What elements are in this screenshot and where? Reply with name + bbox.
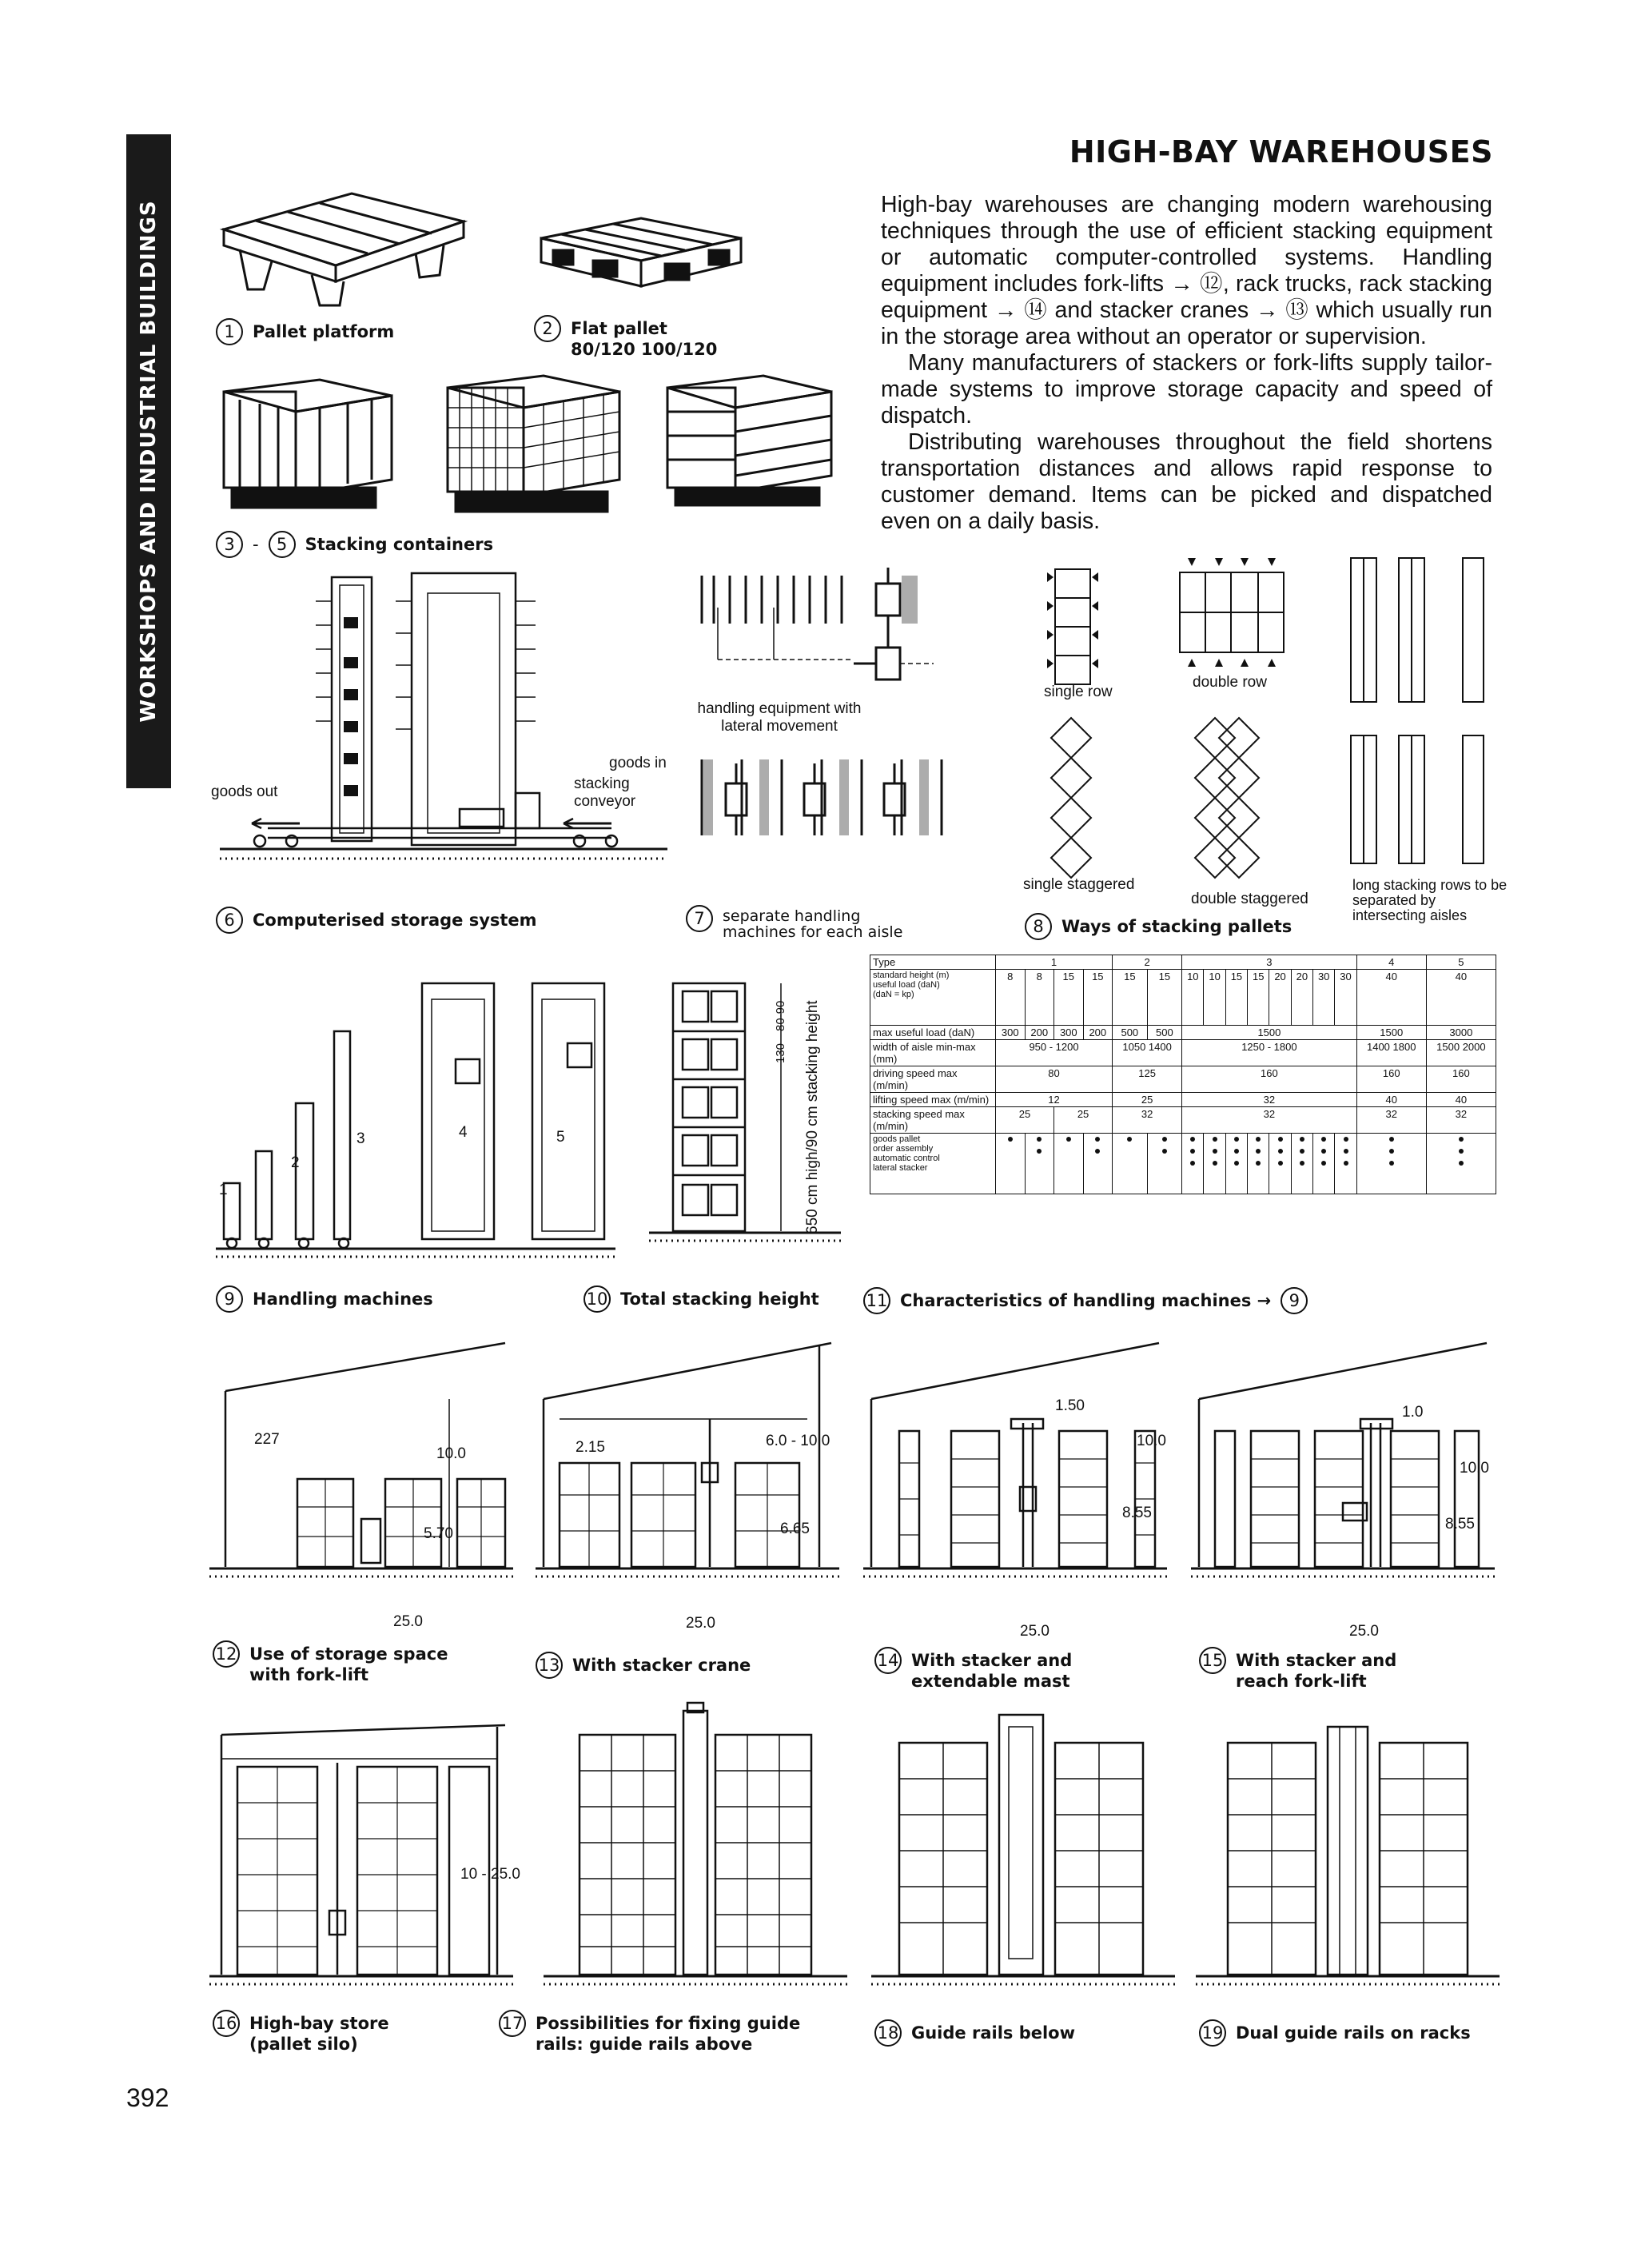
section-tab-label: WORKSHOPS AND INDUSTRIAL BUILDINGS (137, 200, 161, 723)
section-fork-lift-drawing (209, 1327, 513, 1599)
caption-15: 15 With stacker and reach fork-lift (1199, 1650, 1428, 1692)
section-extendable-mast-drawing (863, 1327, 1167, 1599)
fig12-dim-227: 227 (254, 1431, 280, 1448)
guide-rails-below-drawing (871, 1711, 1175, 2007)
label-stacking-conveyor: stacking conveyor (574, 775, 636, 810)
stacking-containers-drawing (216, 376, 839, 520)
label-long-rows: long stacking rows to be separated by intersecting aisles (1352, 877, 1508, 923)
machine-label-1: 1 (219, 1182, 228, 1198)
caption-1: 1 Pallet platform (216, 321, 394, 345)
caption-18: 18 Guide rails below (874, 2023, 1075, 2047)
caption-17: 17 Possibilities for fixing guide rails: guide rails above (499, 2013, 847, 2055)
stacking-patterns-drawing (1031, 558, 1503, 902)
caption-9: 9 Handling machines (216, 1289, 433, 1313)
characteristics-table: Type 1 2 3 4 5 standard height (m) useful load (daN) (daN = kp) 8 8 15 15 15 15 10 10 15 15 20 20 30 30 40 40 max useful load (daN) 300 200 300 200 500 500 1500 1500 3000 width of aisle min-max (mm) 950 - 1200 1050 1400 1250 - 1800 1400 1800 1500 2000 driving speed max (m/min) 80 125 160 160 160 lifting speed max (m/min) 12 25 32 40 40 stacking speed max (m/min) 25 25 32 32 32 32 goods pallet order assembly automatic control lateral stacker (870, 955, 1496, 1194)
computerised-storage-drawing (220, 569, 667, 873)
fig14-dim-10: 10.0 (1137, 1433, 1166, 1449)
caption-13: 13 With stacker crane (536, 1655, 751, 1679)
fig15-dim-25: 25.0 (1349, 1623, 1379, 1640)
fig15-dim-855: 8.55 (1445, 1516, 1475, 1533)
caption-6: 6 Computerised storage system (216, 910, 537, 934)
section-reach-fork-lift-drawing (1191, 1327, 1495, 1599)
caption-19: 19 Dual guide rails on racks (1199, 2023, 1471, 2047)
paragraph-1: High-bay warehouses are changing modern warehousing techniques through the use of efficient stacking equipment or automatic computer-controlled systems. Handling equipment includes fork-lifts → ⑫, rack trucks, rack stacking equipment → ⑭ and stacker cranes → ⑬ which usually run in the storage area without an operator or supervision. (881, 192, 1492, 349)
caption-10: 10 Total stacking height (584, 1289, 819, 1313)
body-text (881, 192, 1492, 535)
fig12-dim-570: 5.70 (424, 1525, 453, 1542)
label-double-row: double row (1193, 674, 1267, 691)
guide-rails-above-drawing (544, 1703, 847, 2007)
machine-label-3: 3 (356, 1130, 365, 1147)
section-stacker-crane-drawing (536, 1327, 839, 1599)
label-goods-in: goods in (609, 755, 667, 771)
caption-16: 16 High-bay store (pallet silo) (213, 2013, 401, 2055)
handling-machines-drawing (216, 967, 615, 1263)
fig14-dim-150: 1.50 (1055, 1397, 1085, 1414)
fig14-dim-855: 8.55 (1122, 1505, 1152, 1521)
label-lateral-movement: handling equipment with lateral movement (697, 700, 862, 735)
caption-11: 11 Characteristics of handling machines → 9 (863, 1290, 1308, 1314)
page-title: HIGH-BAY WAREHOUSES (1069, 134, 1493, 169)
fig13-dim-6-10: 6.0 - 10.0 (766, 1433, 830, 1449)
machine-label-2: 2 (291, 1154, 300, 1171)
fig15-dim-1: 1.0 (1402, 1404, 1424, 1421)
fig13-dim-665: 6.65 (780, 1521, 810, 1537)
flat-pallet-drawing (537, 214, 745, 302)
page-number: 392 (126, 2083, 169, 2112)
machine-label-4: 4 (459, 1124, 468, 1141)
caption-14: 14 With stacker and extendable mast (874, 1650, 1087, 1692)
machine-label-5: 5 (556, 1129, 565, 1146)
caption-7: 7 separate handling machines for each aisle (686, 908, 930, 940)
fig15-dim-10: 10.0 (1460, 1460, 1489, 1477)
dual-guide-rails-drawing (1196, 1711, 1500, 2007)
fig16-dim: 10 - 25.0 (460, 1866, 520, 1883)
fig12-dim-25: 25.0 (393, 1613, 423, 1630)
fig13-dim-25: 25.0 (686, 1615, 715, 1632)
fig14-dim-25: 25.0 (1020, 1623, 1050, 1640)
caption-3-5: 3 - 5 Stacking containers (216, 534, 493, 558)
paragraph-3: Distributing warehouses throughout the field shortens transportation distances and allows rapid response to customer demand. Items can be picked and dispatched even on a daily basis. (881, 429, 1492, 534)
label-h-130: 130 (774, 1042, 787, 1063)
fig13-dim-215: 2.15 (576, 1439, 605, 1456)
label-goods-out: goods out (211, 783, 278, 800)
caption-2: 2 Flat pallet 80/120 100/120 (534, 318, 723, 360)
label-h-80-90: 80-90 (774, 1000, 787, 1031)
pallet-platform-drawing (216, 185, 472, 313)
label-single-row: single row (1044, 684, 1113, 700)
fig12-dim-10: 10.0 (436, 1445, 466, 1462)
paragraph-2: Many manufacturers of stackers or fork-lifts supply tailor-made systems to improve storage capacity and speed of dispatch. (881, 350, 1492, 428)
label-single-staggered: single staggered (1023, 876, 1135, 893)
label-double-staggered: double staggered (1191, 891, 1308, 907)
caption-12: 12 Use of storage space with fork-lift (213, 1644, 481, 1685)
section-tab (126, 134, 171, 788)
label-stacking-height: 650 cm high/90 cm stacking height (804, 1000, 821, 1234)
caption-8: 8 Ways of stacking pallets (1025, 916, 1292, 940)
high-bay-store-drawing (209, 1719, 513, 2007)
